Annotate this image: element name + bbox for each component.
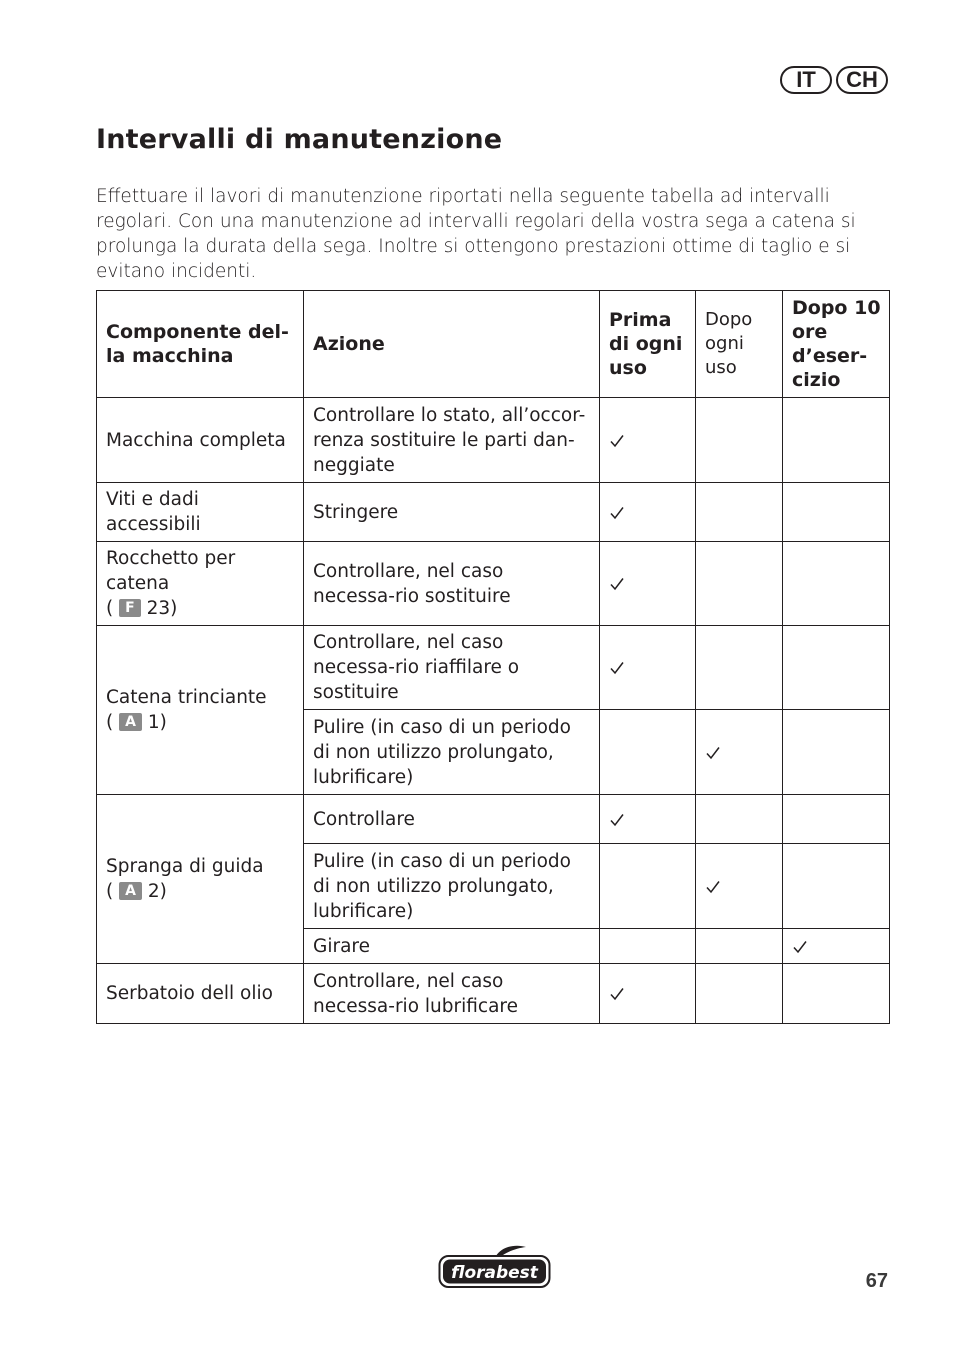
leaf-logo-icon [438, 1244, 552, 1290]
check-cell [600, 542, 696, 626]
check-icon [609, 505, 625, 521]
action-cell: Stringere [304, 483, 600, 542]
action-cell: Controllare lo stato, all’occor-renza sostituire le parti dan-neggiate [304, 398, 600, 483]
empty-cell [696, 483, 783, 542]
empty-cell [696, 542, 783, 626]
figure-ref-badge: A [119, 713, 142, 731]
check-icon [609, 433, 625, 449]
component-cell: Rocchetto per catena ( F 23) [97, 542, 304, 626]
check-icon [792, 939, 808, 955]
action-cell: Controllare, nel caso necessa-rio riaffilare o sostituire [304, 626, 600, 710]
empty-cell [783, 626, 890, 710]
empty-cell [696, 795, 783, 844]
empty-cell [696, 398, 783, 483]
empty-cell [783, 710, 890, 795]
header-before-each-use: Prima di ogni uso [600, 291, 696, 398]
florabest-logo [438, 1244, 552, 1294]
action-cell: Pulire (in caso di un periodo di non utilizzo prolungato, lubrificare) [304, 710, 600, 795]
language-badge-ch: CH [836, 66, 888, 94]
component-cell: Catena trinciante ( A 1) [97, 626, 304, 795]
figure-ref-number: 1 [147, 712, 160, 733]
empty-cell [783, 398, 890, 483]
check-cell [600, 795, 696, 844]
check-cell [783, 929, 890, 964]
component-label: Spranga di guida [106, 856, 264, 877]
intro-paragraph: Effettuare il lavori di manutenzione riportati nella seguente tabella ad intervalli regolari. Con una manutenzione ad intervalli regolari della vostra sega a catena si prolunga la durata della sega. Inoltre si ottengono prestazioni ottime di taglio e si evitano incidenti. [96, 186, 856, 282]
action-cell: Controllare, nel caso necessa-rio lubrificare [304, 964, 600, 1024]
empty-cell [600, 929, 696, 964]
language-badge-it: IT [780, 66, 832, 94]
table-row [97, 398, 890, 483]
component-cell: Macchina completa [97, 398, 304, 483]
action-cell: Pulire (in caso di un periodo di non utilizzo prolungato, lubrificare) [304, 844, 600, 929]
check-cell [600, 483, 696, 542]
page-number: 67 [865, 1270, 888, 1292]
check-cell [696, 710, 783, 795]
component-cell: Viti e dadi accessibili [97, 483, 304, 542]
figure-ref-number: 23 [146, 598, 171, 619]
check-icon [609, 812, 625, 828]
action-cell: Controllare, nel caso necessa-rio sostituire [304, 542, 600, 626]
table-row [97, 795, 890, 844]
check-icon [609, 986, 625, 1002]
check-icon [609, 576, 625, 592]
empty-cell [783, 964, 890, 1024]
check-icon [609, 660, 625, 676]
figure-ref-number: 2 [147, 881, 160, 902]
table-row [97, 483, 890, 542]
table-row [97, 626, 890, 710]
header-component: Componente del-la macchina [97, 291, 304, 398]
empty-cell [600, 844, 696, 929]
empty-cell [783, 542, 890, 626]
header-action: Azione [304, 291, 600, 398]
table-row [97, 542, 890, 626]
component-cell: Spranga di guida ( A 2) [97, 795, 304, 964]
figure-ref-badge: A [119, 882, 142, 900]
maintenance-table [96, 290, 890, 1024]
empty-cell [696, 929, 783, 964]
check-cell [600, 398, 696, 483]
component-label: Catena trinciante [106, 687, 267, 708]
action-cell: Controllare [304, 795, 600, 844]
language-badges [780, 66, 888, 94]
page-title: Intervalli di manutenzione [96, 124, 503, 155]
empty-cell [696, 626, 783, 710]
check-icon [705, 879, 721, 895]
table-row [97, 964, 890, 1024]
check-cell [600, 626, 696, 710]
component-label: Rocchetto per catena [106, 548, 236, 594]
check-icon [705, 745, 721, 761]
empty-cell [600, 710, 696, 795]
empty-cell [696, 964, 783, 1024]
check-cell [696, 844, 783, 929]
empty-cell [783, 795, 890, 844]
svg-text:florabest: florabest [451, 1263, 538, 1283]
action-cell: Girare [304, 929, 600, 964]
header-after-each-use: Dopo ogni uso [696, 291, 783, 398]
figure-ref-badge: F [119, 599, 141, 617]
empty-cell [783, 483, 890, 542]
check-cell [600, 964, 696, 1024]
component-cell: Serbatoio dell olio [97, 964, 304, 1024]
empty-cell [783, 844, 890, 929]
header-after-10-hours: Dopo 10 ore d’eser-cizio [783, 291, 890, 398]
